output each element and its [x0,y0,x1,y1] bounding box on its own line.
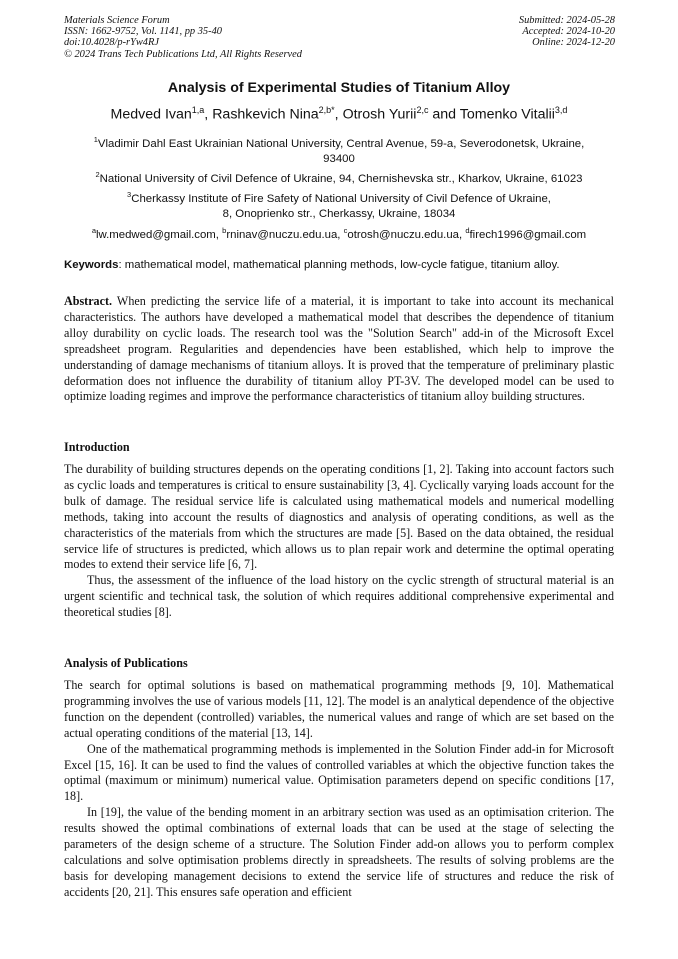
author-separator: , [204,106,213,123]
affiliation-2 [60,167,618,187]
author-name: Rashkevich Nina [212,106,319,123]
introduction-body [64,462,614,621]
online-date: Online: 2024-12-20 [532,37,615,49]
affiliation-text: Vladimir Dahl East Ukrainian National University, Central Avenue, 59-a, Severodonetsk, Ukraine, [97,137,585,150]
journal-issn: ISSN: 1662-9752, Vol. 1141, pp 35-40 [64,26,222,38]
abstract-text: When predicting the service life of a material, it is important to take into account its mechanical characteristics. The authors have developed a mathematical model that describes the dependence of titanium alloy durability on cyclic loads. The research tool was the "Solution Search" add-in of the Microsoft Excel spreadsheet program. Regularities and dependencies have been established, which help to improve the understanding of damage mechanisms of titanium alloys. It is proved that the temperature of preliminary plastic deformation does not influence the durability of titanium alloy PT-3V. The developed model can be used to optimize loading regimes and improve the performance characteristics of titanium alloy building structures. [64,294,614,404]
author-name: Otrosh Yurii [342,106,417,123]
author-separator: , [334,106,343,123]
author-affiliation-mark: 2,c [416,105,429,115]
journal-doi: doi:10.4028/p-rYw4RJ [64,37,159,49]
abstract [64,294,614,405]
affiliation-text: Cherkassy Institute of Fire Safety of National University of Civil Defence of Ukraine, [131,192,551,205]
email-address: lw.medwed@gmail.com, [95,228,223,241]
email-mark: d [465,226,470,235]
author-affiliation-mark: 3,d [554,105,568,115]
abstract-label: Abstract. [64,294,113,308]
author-separator: and [428,106,460,123]
submitted-date: Submitted: 2024-05-28 [518,15,615,26]
paragraph: In [19], the value of the bending moment in an arbitrary section was used as an optimisation criterion. The results showed the optimal combinations of external loads that can be used at the stage of selecting the parameters of the design scheme of a structure. The Solution Finder add-on allows you to perform complex calculations and solve optimisation problems directly in spreadsheets. The results of solving problems are the basis for developing management decisions to extend the service life of structures and reduce the risk of accidents [20, 21]. This ensures safe operation and efficient [64,805,614,899]
author-name: Medved Ivan [110,106,192,123]
publications-body [64,678,614,901]
keywords-text: : mathematical model, mathematical planning methods, low-cycle fatigue, titanium alloy. [118,259,560,271]
email-address: firech1996@gmail.com [469,228,587,241]
paragraph: Thus, the assessment of the influence of the load history on the cyclic strength of structural material is an urgent scientific and technical task, the solution of which requires additional comprehensive experimental and theoretical studies [8]. [64,573,614,620]
affiliation-text: 93400 [323,152,355,165]
affiliation-mark: 1 [93,135,98,144]
paragraph: The search for optimal solutions is based on mathematical programming methods [9, 10]. Mathematical programming involves the use of various models [11, 12]. The model is an analytical dependence of the objective function on the dependent (controlled) variables, the numerical values and range of which are set based on the actual operating conditions of the material [13, 14]. [64,678,614,740]
email-address: otrosh@nuczu.edu.ua, [347,228,466,241]
journal-header-right [519,15,615,49]
author-emails [60,223,618,243]
journal-header-left [64,15,302,60]
section-heading-introduction: Introduction [64,440,130,454]
affiliation-text: National University of Civil Defence of Ukraine, 94, Chernishevska str., Kharkov, Ukraine, 61023 [99,172,583,185]
section-heading-publications: Analysis of Publications [64,656,188,670]
email-mark: a [91,226,96,235]
journal-name: Materials Science Forum [64,15,170,26]
author-name: Tomenko Vitalii [459,106,555,123]
author-list [0,105,678,123]
email-mark: c [343,226,348,235]
keywords-label: Keywords [64,259,119,271]
paragraph: One of the mathematical programming methods is implemented in the Solution Finder add-in for Microsoft Excel [15, 16]. It can be used to find the values of controlled variables at which the objective function takes the optimal (maximum or minimum) numerical value. Optimisation parameters depend on specific conditions [17, 18]. [64,741,614,804]
paragraph: The durability of building structures depends on the operating conditions [1, 2]. Taking into account factors such as cyclic loads and temperatures is critical to ensure sustainability [3, 4]. Cyclically varying loads account for the bulk of damage. The residual service life is calculated using mathematical models and numerical modelling methods, taking into account the results of diagnostics and analysis of operating conditions, as well as the characteristics of the materials from which the structures are made [5]. Based on the data obtained, the residual service life of structures is predicted, which allows us to plan repair work and determine the optimal operating modes to extend their service life [6, 7]. [64,462,614,572]
author-affiliation-mark: 1,a [191,105,205,115]
author-affiliation-mark: 2,b* [318,105,335,115]
affiliation-mark: 3 [127,190,132,199]
affiliation-mark: 2 [95,170,100,179]
accepted-date: Accepted: 2024-10-20 [522,26,615,38]
affiliation-3 [60,187,618,222]
affiliation-1 [60,132,618,167]
paper-title: Analysis of Experimental Studies of Titanium Alloy [167,80,511,96]
affiliation-text: 8, Onoprienko str., Cherkassy, Ukraine, 18034 [222,207,456,220]
email-address: rninav@nuczu.edu.ua, [226,228,344,241]
journal-copyright: © 2024 Trans Tech Publications Ltd, All Rights Reserved [64,48,302,60]
email-mark: b [222,226,227,235]
keywords [64,259,624,271]
